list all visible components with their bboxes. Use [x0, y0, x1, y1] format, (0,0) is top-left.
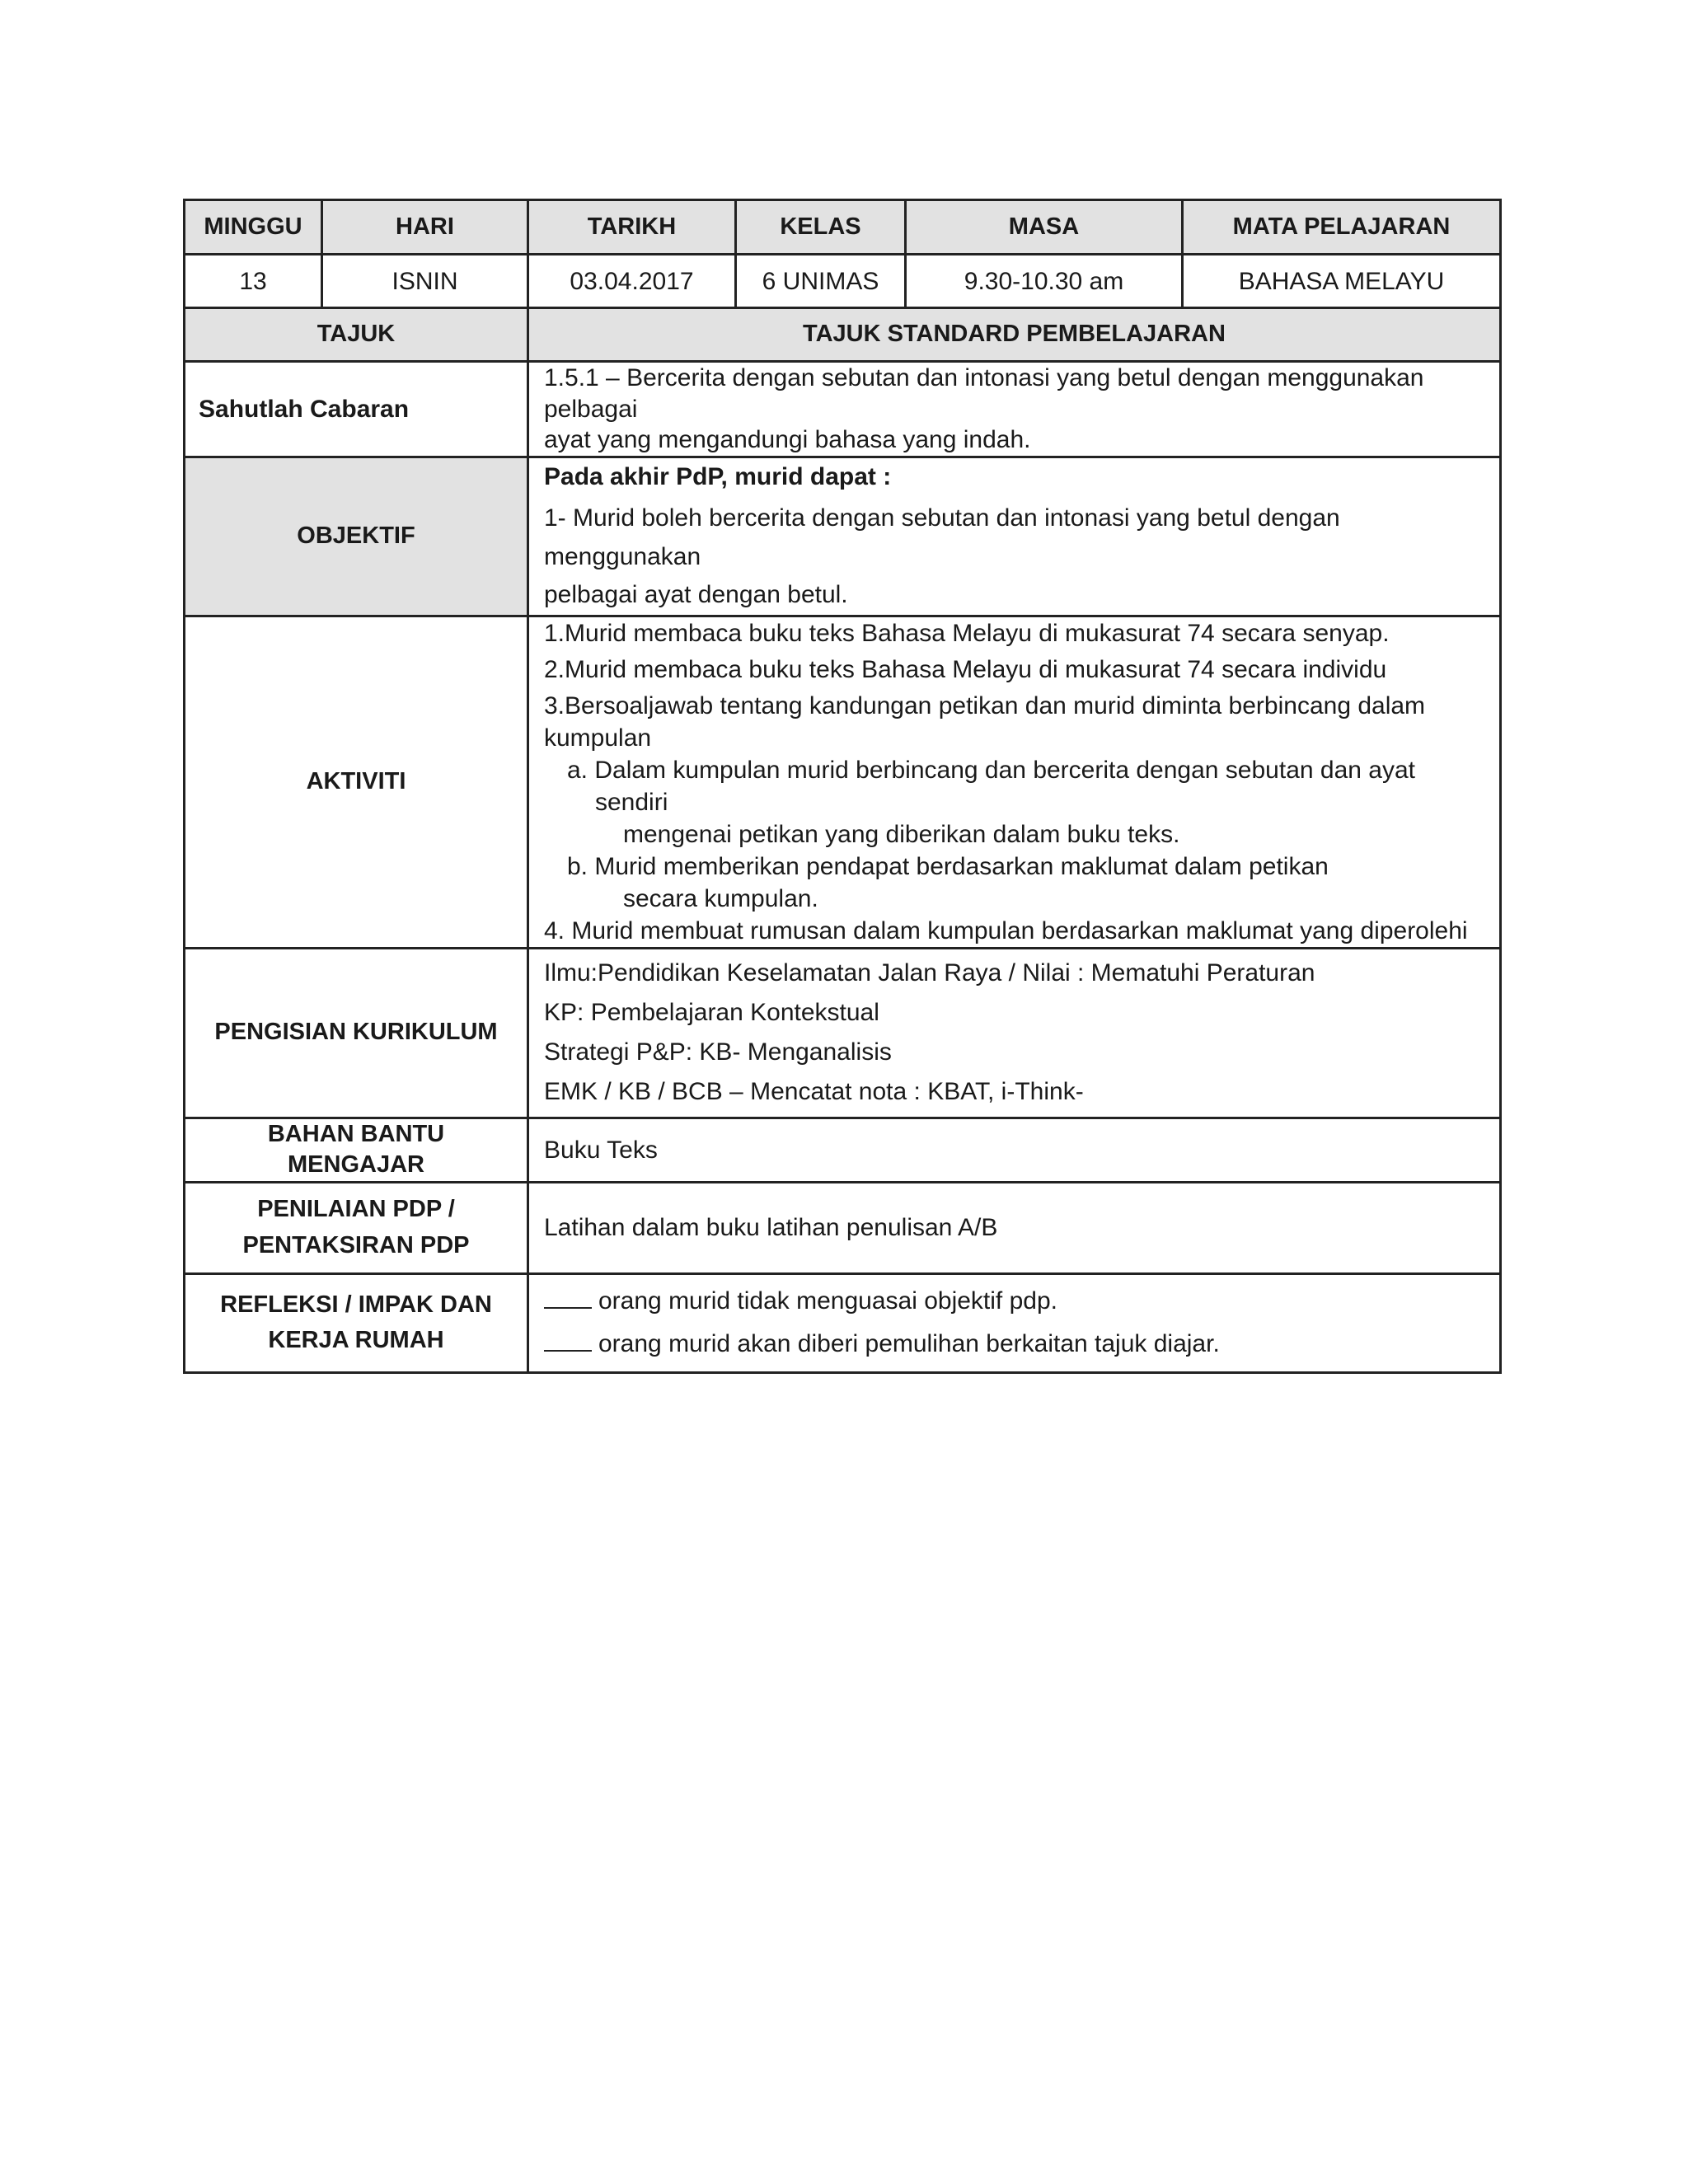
standard-line-2: ayat yang mengandungi bahasa yang indah.	[544, 426, 1031, 453]
pengisian-label: PENGISIAN KURIKULUM	[185, 948, 528, 1118]
pengisian-line-4: EMK / KB / BCB – Mencatat nota : KBAT, i-Think-	[544, 1078, 1084, 1105]
hari-value: ISNIN	[322, 255, 528, 308]
blank-underline	[544, 1306, 592, 1309]
masa-header: MASA	[906, 200, 1183, 255]
penilaian-label-line-1: PENILAIAN PDP /	[257, 1196, 455, 1223]
lesson-plan-table	[183, 199, 1502, 1374]
header-row	[185, 200, 1501, 255]
objektif-label: OBJEKTIF	[185, 457, 528, 616]
aktiviti-row	[185, 616, 1501, 948]
aktiviti-sub-b-1: b. Murid memberikan pendapat berdasarkan maklumat dalam petikan	[567, 852, 1329, 880]
penilaian-label-line-2: PENTAKSIRAN PDP	[242, 1231, 470, 1258]
bbm-value: Buku Teks	[528, 1118, 1501, 1182]
penilaian-label	[185, 1182, 528, 1273]
kelas-header: KELAS	[736, 200, 906, 255]
tarikh-header: TARIKH	[528, 200, 736, 255]
pengisian-line-2: KP: Pembelajaran Kontekstual	[544, 999, 879, 1026]
blank-underline	[544, 1349, 592, 1352]
bbm-label: BAHAN BANTU MENGAJAR	[185, 1118, 528, 1182]
refleksi-line-1: orang murid tidak menguasai objektif pdp.	[598, 1286, 1057, 1315]
pengisian-row	[185, 948, 1501, 1118]
tarikh-value: 03.04.2017	[528, 255, 736, 308]
aktiviti-sub-b-2: secara kumpulan.	[623, 884, 818, 912]
refleksi-row	[185, 1273, 1501, 1372]
objektif-line-2: pelbagai ayat dengan betul.	[544, 581, 848, 608]
tajuk-row	[185, 362, 1501, 457]
aktiviti-item-4: 4. Murid membuat rumusan dalam kumpulan berdasarkan maklumat yang diperolehi	[544, 916, 1468, 944]
mata-pelajaran-header: MATA PELAJARAN	[1183, 200, 1501, 255]
refleksi-line-2-wrap	[544, 1323, 1484, 1366]
tajuk-value: Sahutlah Cabaran	[185, 362, 528, 457]
pengisian-line-1: Ilmu:Pendidikan Keselamatan Jalan Raya / Nilai : Mematuhi Peraturan	[544, 959, 1315, 987]
objektif-content	[528, 457, 1501, 616]
aktiviti-item-3: 3.Bersoaljawab tentang kandungan petikan dan murid diminta berbincang dalam kumpulan	[544, 691, 1426, 752]
aktiviti-label: AKTIVITI	[185, 616, 528, 948]
tajuk-header-row	[185, 308, 1501, 362]
masa-value: 9.30-10.30 am	[906, 255, 1183, 308]
mata-pelajaran-value: BAHASA MELAYU	[1183, 255, 1501, 308]
aktiviti-sub-a-1: a. Dalam kumpulan murid berbincang dan bercerita dengan sebutan dan ayat sendiri	[567, 756, 1415, 816]
refleksi-label-line-1: REFLEKSI / IMPAK DAN	[220, 1291, 492, 1318]
bbm-row	[185, 1118, 1501, 1182]
aktiviti-item-2: 2.Murid membaca buku teks Bahasa Melayu di mukasurat 74 secara individu	[544, 655, 1387, 683]
pengisian-content	[528, 948, 1501, 1118]
aktiviti-item-1: 1.Murid membaca buku teks Bahasa Melayu di mukasurat 74 secara senyap.	[544, 619, 1390, 647]
hari-header: HARI	[322, 200, 528, 255]
info-row	[185, 255, 1501, 308]
kelas-value: 6 UNIMAS	[736, 255, 906, 308]
tajuk-header: TAJUK	[185, 308, 528, 362]
refleksi-label-line-2: KERJA RUMAH	[268, 1327, 444, 1354]
refleksi-line-1-wrap	[544, 1280, 1484, 1324]
aktiviti-sub-a-2: mengenai petikan yang diberikan dalam buku teks.	[623, 820, 1180, 848]
pengisian-line-3: Strategi P&P: KB- Menganalisis	[544, 1038, 892, 1066]
objektif-row	[185, 457, 1501, 616]
refleksi-label	[185, 1273, 528, 1372]
standard-line-1: 1.5.1 – Bercerita dengan sebutan dan intonasi yang betul dengan menggunakan pelbagai	[544, 364, 1424, 423]
objektif-intro: Pada akhir PdP, murid dapat :	[544, 462, 892, 490]
objektif-line-1: 1- Murid boleh bercerita dengan sebutan dan intonasi yang betul dengan menggunakan	[544, 504, 1340, 570]
refleksi-content	[528, 1273, 1501, 1372]
aktiviti-content	[528, 616, 1501, 948]
refleksi-line-2: orang murid akan diberi pemulihan berkaitan tajuk diajar.	[598, 1330, 1220, 1358]
penilaian-value: Latihan dalam buku latihan penulisan A/B	[528, 1182, 1501, 1273]
minggu-header: MINGGU	[185, 200, 322, 255]
standard-value	[528, 362, 1501, 457]
minggu-value: 13	[185, 255, 322, 308]
standard-header: TAJUK STANDARD PEMBELAJARAN	[528, 308, 1501, 362]
penilaian-row	[185, 1182, 1501, 1273]
